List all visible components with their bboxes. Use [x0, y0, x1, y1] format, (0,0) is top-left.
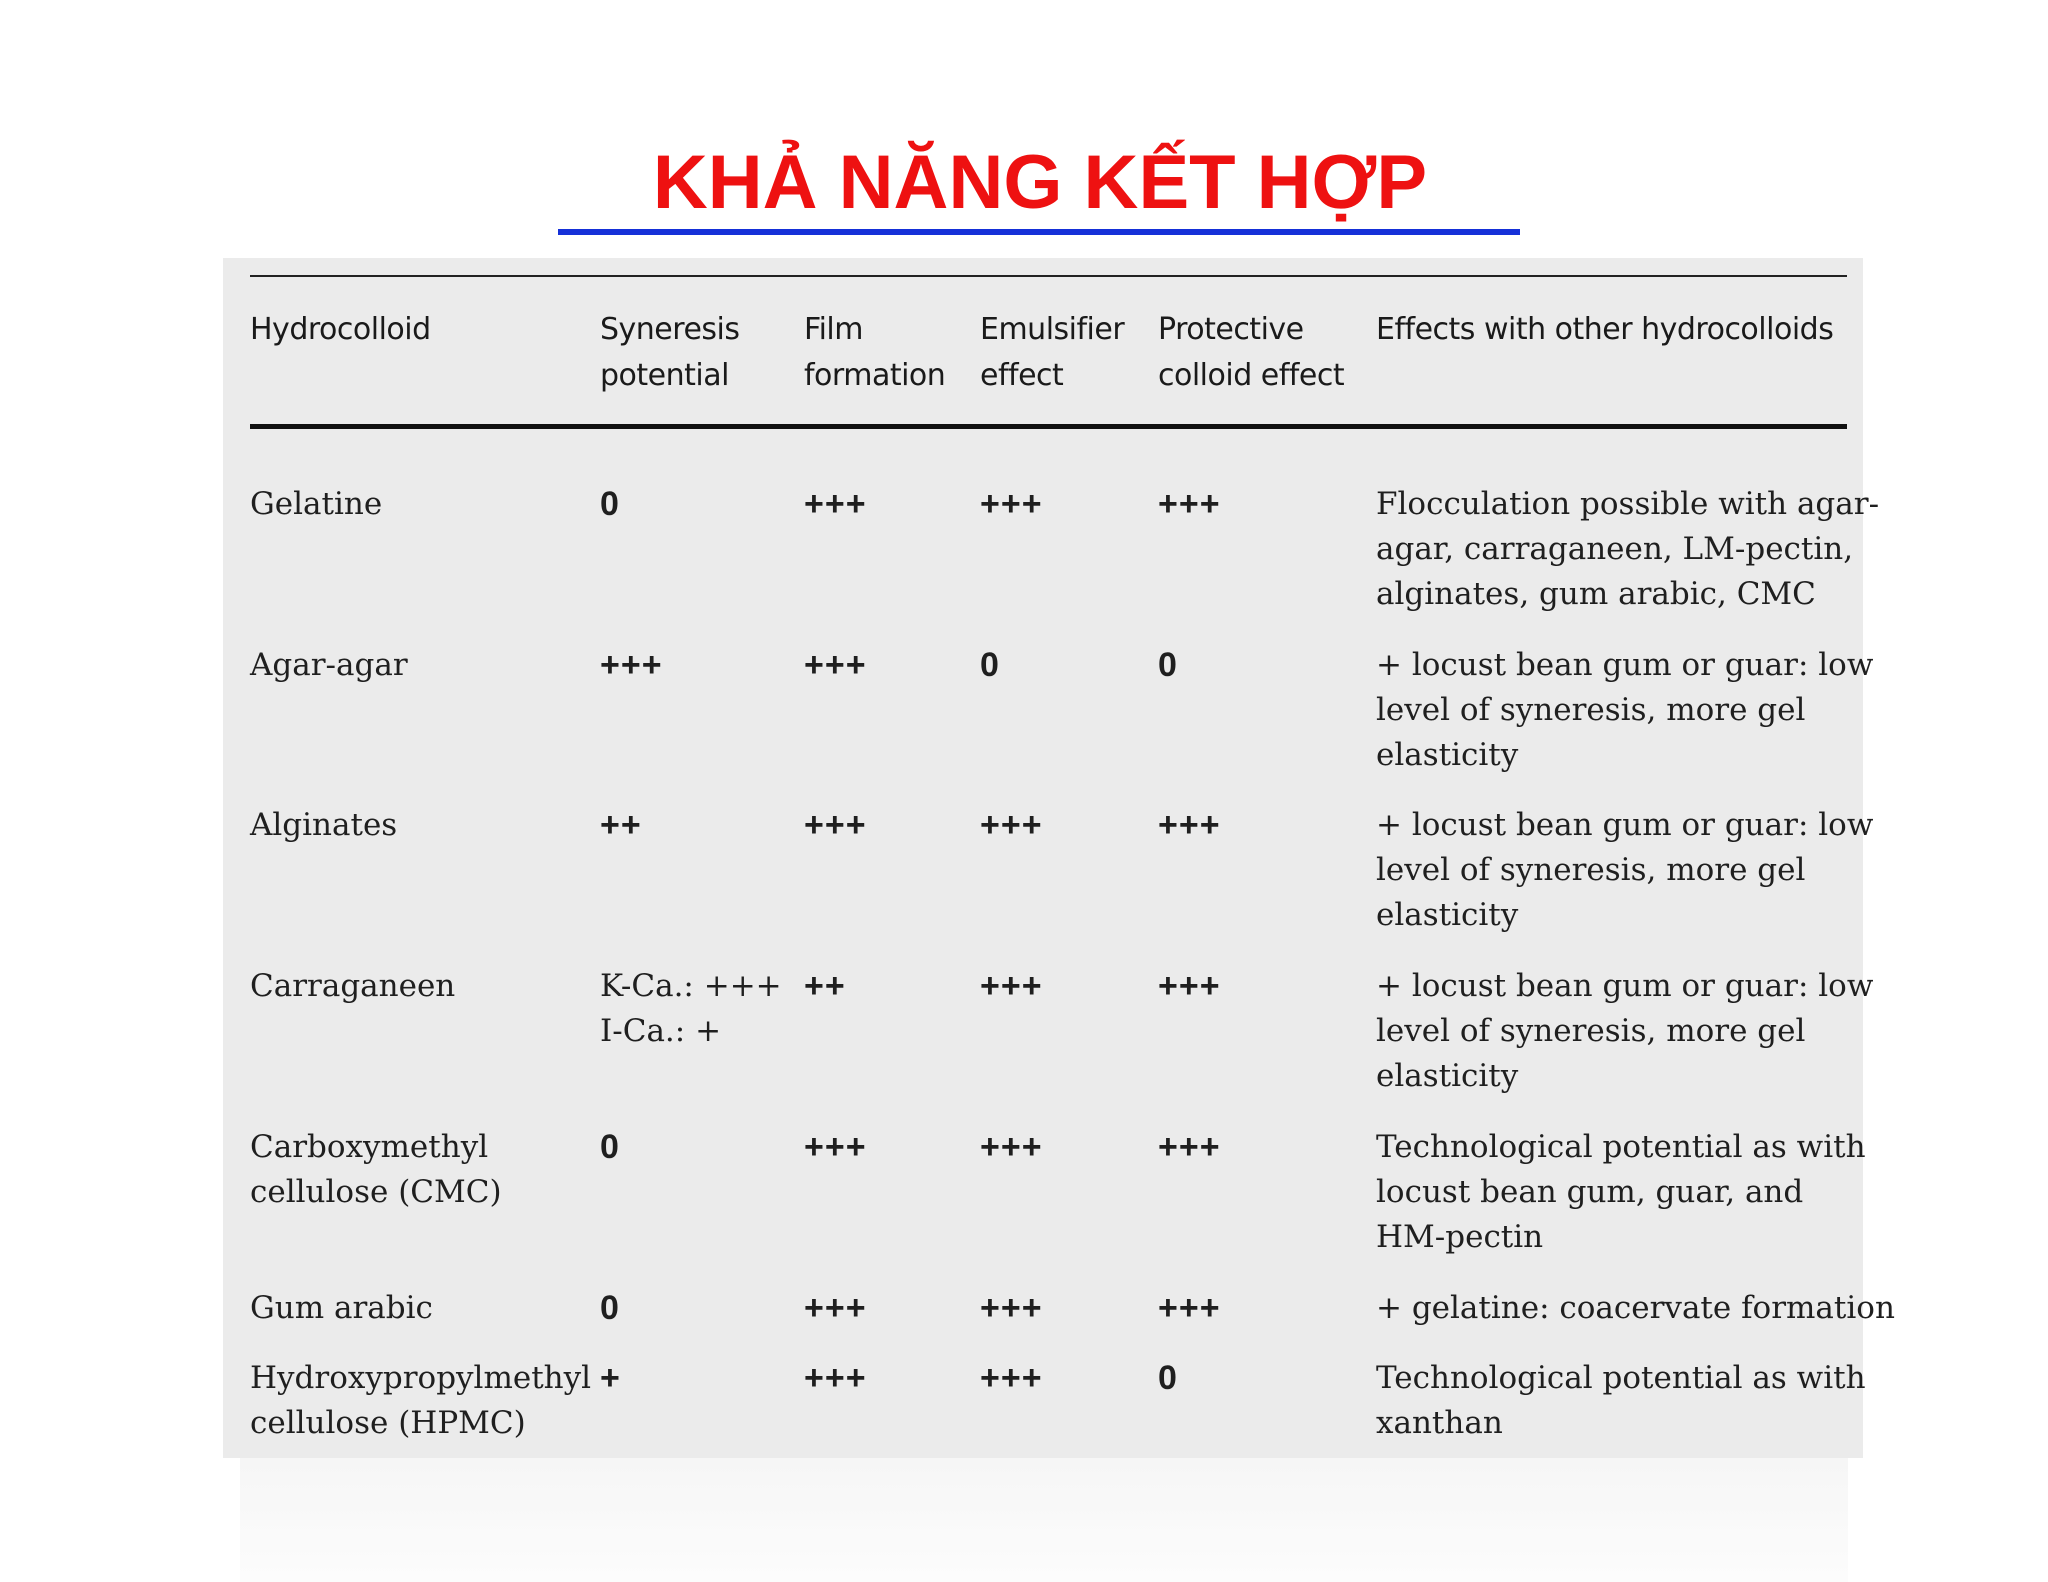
cell-effects: Flocculation possible with agar- agar, carraganeen, LM-pectin, alginates, gum arabic, CMC	[1376, 486, 1880, 612]
cell-film-formation: +++	[804, 1359, 867, 1397]
cell-film-formation: +++	[804, 646, 867, 684]
cell-effects: Technological potential as with locust bean gum, guar, and HM-pectin	[1376, 1129, 1866, 1255]
table-header-rule	[250, 424, 1847, 429]
cell-effects: Technological potential as with xanthan	[1376, 1360, 1866, 1441]
cell-hydrocolloid: Carraganeen	[250, 968, 456, 1004]
cell-syneresis: 0	[600, 1128, 620, 1166]
cell-hydrocolloid: Hydroxypropylmethyl cellulose (HPMC)	[250, 1360, 592, 1441]
cell-hydrocolloid: Agar-agar	[250, 647, 408, 683]
bottom-shade	[240, 1458, 1848, 1582]
cell-effects: + locust bean gum or guar: low level of syneresis, more gel elasticity	[1376, 968, 1874, 1094]
cell-effects: + locust bean gum or guar: low level of syneresis, more gel elasticity	[1376, 647, 1874, 773]
table-top-rule	[250, 275, 1847, 277]
cell-protective: 0	[1158, 1359, 1178, 1397]
title-underline	[558, 229, 1520, 235]
cell-syneresis: 0	[600, 1289, 620, 1327]
cell-film-formation: ++	[804, 967, 846, 1005]
header-hydrocolloid: Hydrocolloid	[250, 312, 431, 347]
cell-hydrocolloid: Carboxymethyl cellulose (CMC)	[250, 1129, 502, 1210]
header-film-formation: Film formation	[804, 312, 946, 393]
cell-syneresis: +++	[600, 646, 663, 684]
cell-protective: +++	[1158, 1128, 1221, 1166]
header-protective-colloid-effect: Protective colloid effect	[1158, 312, 1345, 393]
cell-emulsifier: +++	[980, 485, 1043, 523]
cell-protective: 0	[1158, 646, 1178, 684]
cell-film-formation: +++	[804, 1289, 867, 1327]
cell-syneresis: +	[600, 1359, 621, 1397]
slide-title: KHẢ NĂNG KẾT HỢP	[652, 140, 1428, 225]
cell-film-formation: +++	[804, 806, 867, 844]
cell-film-formation: +++	[804, 485, 867, 523]
cell-protective: +++	[1158, 967, 1221, 1005]
cell-hydrocolloid: Gelatine	[250, 486, 383, 522]
cell-effects: + locust bean gum or guar: low level of syneresis, more gel elasticity	[1376, 807, 1874, 933]
cell-protective: +++	[1158, 485, 1221, 523]
cell-syneresis: 0	[600, 485, 620, 523]
cell-hydrocolloid: Gum arabic	[250, 1290, 433, 1326]
cell-syneresis: K-Ca.: +++ I-Ca.: +	[600, 968, 782, 1049]
cell-hydrocolloid: Alginates	[250, 807, 398, 843]
cell-emulsifier: 0	[980, 646, 1000, 684]
header-effects-with-other-hydrocolloids: Effects with other hydrocolloids	[1376, 312, 1834, 347]
cell-emulsifier: +++	[980, 1359, 1043, 1397]
cell-protective: +++	[1158, 806, 1221, 844]
cell-emulsifier: +++	[980, 806, 1043, 844]
cell-protective: +++	[1158, 1289, 1221, 1327]
cell-emulsifier: +++	[980, 1289, 1043, 1327]
cell-syneresis: ++	[600, 806, 642, 844]
cell-effects: + gelatine: coacervate formation	[1376, 1290, 1895, 1326]
cell-emulsifier: +++	[980, 967, 1043, 1005]
cell-film-formation: +++	[804, 1128, 867, 1166]
header-emulsifier-effect: Emulsifier effect	[980, 312, 1125, 393]
cell-emulsifier: +++	[980, 1128, 1043, 1166]
header-syneresis-potential: Syneresis potential	[600, 312, 740, 393]
